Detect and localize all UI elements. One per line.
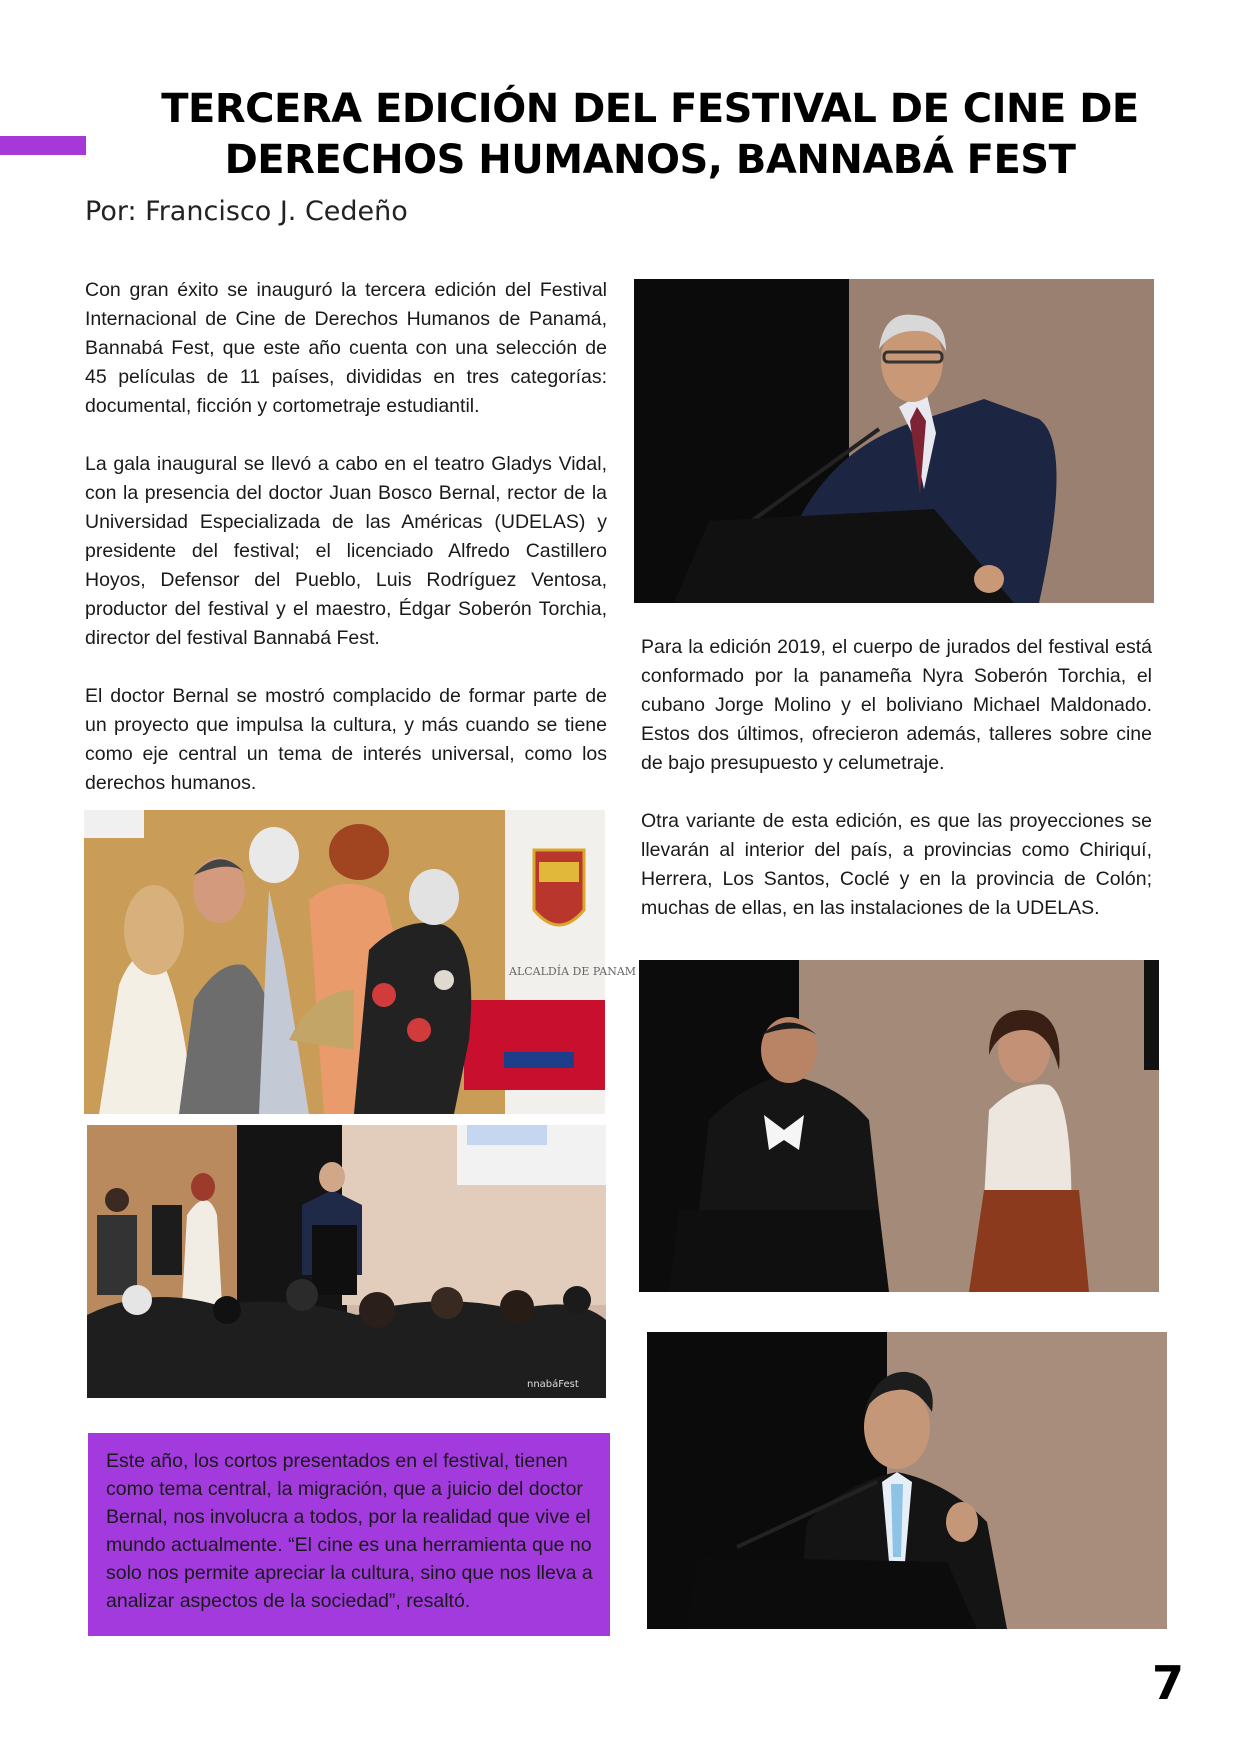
page-number: 7 bbox=[1152, 1656, 1185, 1710]
accent-bar bbox=[0, 136, 86, 155]
article-byline: Por: Francisco J. Cedeño bbox=[85, 196, 408, 227]
shirt-logo-text: nnabáFest bbox=[527, 1379, 579, 1390]
paragraph: El doctor Bernal se mostró complacido de formar parte de un proyecto que impulsa la cultura, y más cuando se tiene como eje central un tema de interés universal, como los derechos humanos. bbox=[85, 685, 607, 794]
paragraph: Para la edición 2019, el cuerpo de jurados del festival está conformado por la panameña Nyra Soberón Torchia, el cubano Jorge Molino y el boliviano Michael Maldonado. Estos dos últimos, ofrecieron además, talleres sobre cine de bajo presupuesto y celumetraje. bbox=[641, 636, 1152, 774]
right-column-text bbox=[641, 633, 1152, 923]
paragraph: La gala inaugural se llevó a cabo en el teatro Gladys Vidal, con la presencia del doctor Juan Bosco Bernal, rector de la Universidad Especializada de las Américas (UDELAS) y presidente del festival; el licenciado Alfredo Castillero Hoyos, Defensor del Pueblo, Luis Rodríguez Ventosa, productor del festival y el maestro, Édgar Soberón Torchia, director del festival Bannabá Fest. bbox=[85, 453, 607, 649]
paragraph: Otra variante de esta edición, es que las proyecciones se llevarán al interior del país, a provincias como Chiriquí, Herrera, Los Santos, Coclé y en la provincia de Colón; muchas de ellas, en las instalaciones de la UDELAS. bbox=[641, 810, 1152, 919]
photo-reception bbox=[84, 810, 637, 1114]
article-title: TERCERA EDICIÓN DEL FESTIVAL DE CINE DE DERECHOS HUMANOS, BANNABÁ FEST bbox=[161, 86, 1139, 183]
photo-presenters bbox=[639, 960, 1159, 1292]
photo-presenters-image bbox=[639, 960, 1159, 1292]
photo-speaker-podium-image bbox=[634, 279, 1154, 603]
photo-speaker-suit bbox=[647, 1332, 1167, 1629]
callout-box bbox=[88, 1433, 610, 1636]
photo-speaker-suit-image bbox=[647, 1332, 1167, 1629]
callout-text: Este año, los cortos presentados en el festival, tienen como tema central, la migración, que a juicio del doctor Bernal, nos involucra a todos, por la realidad que vive el mundo actualmente. “El cine es una herramienta que no solo nos permite apreciar la cultura, sino que nos lleva a analizar aspectos de la sociedad”, resaltó. bbox=[106, 1450, 593, 1612]
left-column-text bbox=[85, 276, 607, 798]
paragraph: Con gran éxito se inauguró la tercera edición del Festival Internacional de Cine de Derechos Humanos de Panamá, Bannabá Fest, que este año cuenta con una selección de 45 películas de 11 países, divididas en tres categorías: documental, ficción y cortometraje estudiantil. bbox=[85, 279, 607, 417]
photo-reception-image bbox=[84, 810, 637, 1114]
alcaldia-banner-text: ALCALDÍA DE PANAM bbox=[509, 965, 637, 978]
photo-auditorium bbox=[87, 1125, 606, 1398]
photo-auditorium-image bbox=[87, 1125, 606, 1398]
photo-speaker-podium bbox=[634, 279, 1154, 603]
